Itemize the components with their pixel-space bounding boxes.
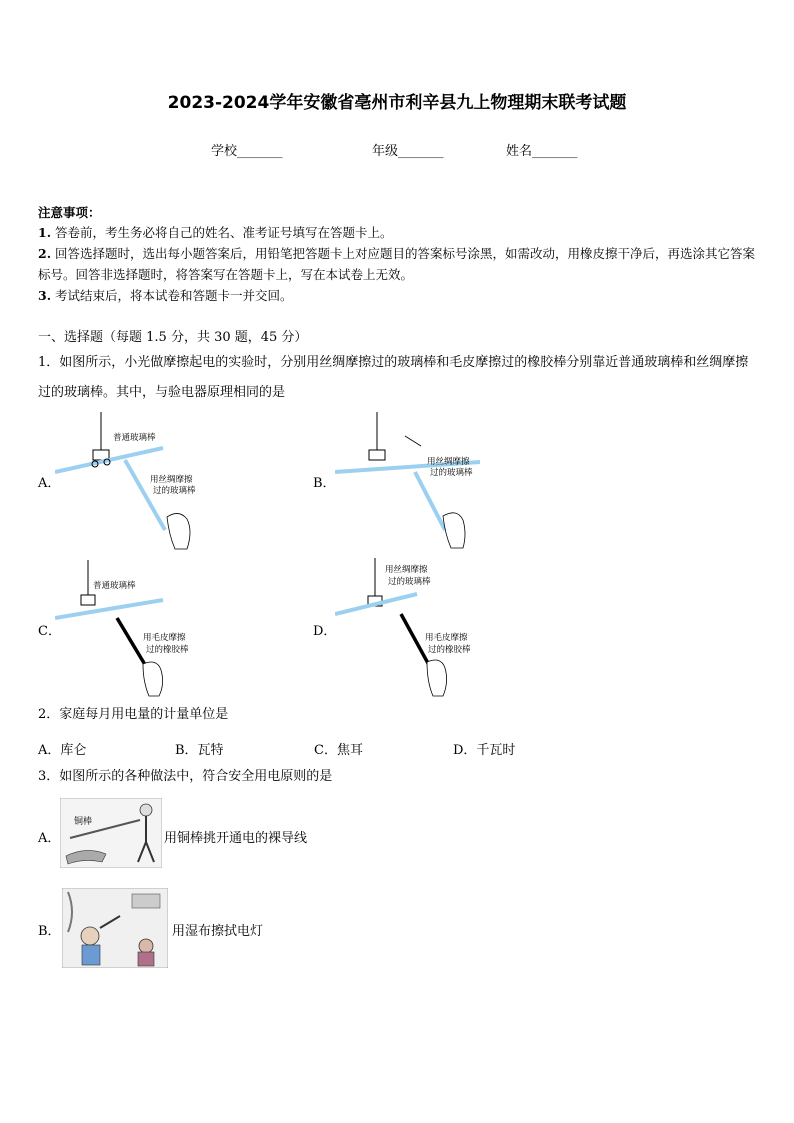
q3-option-b-letter: B． [38,924,61,939]
q2-option-d: D．千瓦时 [453,743,516,758]
q1c-top-label: 普通玻璃棒 [93,581,136,591]
q1-option-a-letter: A． [38,476,61,491]
q3-option-a-text: 用铜棒挑开通电的裸导线 [164,831,308,846]
q1c-rod-label-1: 用毛皮摩擦 [143,633,186,643]
q1-option-c-letter: C． [38,624,61,639]
notes-heading: 注意事项： [38,205,101,220]
note-item-1: 1. 答卷前，考生务必将自己的姓名、准考证号填写在答题卡上。 [38,225,393,240]
q3-option-a-image [60,798,162,868]
q1-option-c-figure [55,560,200,700]
note-item-2: 2. 回答选择题时，选出每小题答案后，用铅笔把答题卡上对应题目的答案标号涂黑，如需改动，用橡皮擦干净后，再选涂其它答案标号。回答非选择题时，将答案写在答题卡上，写在本试卷上无效。 [38,246,756,282]
page-title: 2023-2024学年安徽省亳州市利辛县九上物理期末联考试题 [167,93,627,113]
q1a-rod-label-1: 用丝绸摩擦 [150,475,193,485]
school-field: 学校_______ [211,144,283,159]
q2-option-c: C．焦耳 [314,743,363,758]
q3-option-a-letter: A． [38,831,61,846]
q1a-top-label: 普通玻璃棒 [113,433,156,443]
q3-option-b-image [62,888,168,968]
grade-field: 年级_______ [372,144,444,159]
question-1-stem: 1．如图所示，小光做摩擦起电的实验时，分别用丝绸摩擦过的玻璃棒和毛皮摩擦过的橡胶棒分别靠近普通玻璃棒和丝绸摩擦过的玻璃棒。其中，与验电器原理相同的是 [38,355,749,400]
name-field: 姓名_______ [506,144,578,159]
section-heading: 一、选择题（每题 1.5 分，共 30 题，45 分） [38,330,308,345]
q1-option-d-figure [335,558,485,700]
question-3-stem: 3．如图所示的各种做法中，符合安全用电原则的是 [38,769,333,784]
q3-option-b-text: 用湿布擦拭电灯 [172,924,264,939]
q2-option-a: A．库仑 [38,743,87,758]
q1d-rod-label-2: 过的橡胶棒 [428,645,471,655]
q1d-top-label-1: 用丝绸摩擦 [385,565,428,575]
q1-option-a-figure [55,412,200,552]
q1d-top-label-2: 过的玻璃棒 [388,577,431,587]
q1b-rod-label-1: 用丝绸摩擦 [427,457,470,467]
question-2-stem: 2．家庭每月用电量的计量单位是 [38,707,229,722]
q2-option-b: B．瓦特 [175,743,224,758]
note-item-3: 3. 考试结束后，将本试卷和答题卡一并交回。 [38,288,293,303]
q3a-img-label: 铜棒 [74,817,93,827]
q1c-rod-label-2: 过的橡胶棒 [146,645,189,655]
q1b-rod-label-2: 过的玻璃棒 [430,468,473,478]
q1a-rod-label-2: 过的玻璃棒 [153,486,196,496]
q1-option-b-letter: B． [313,476,336,491]
q1d-rod-label-1: 用毛皮摩擦 [425,633,468,643]
q1-option-b-figure [335,412,485,552]
q1-option-d-letter: D． [313,624,337,639]
